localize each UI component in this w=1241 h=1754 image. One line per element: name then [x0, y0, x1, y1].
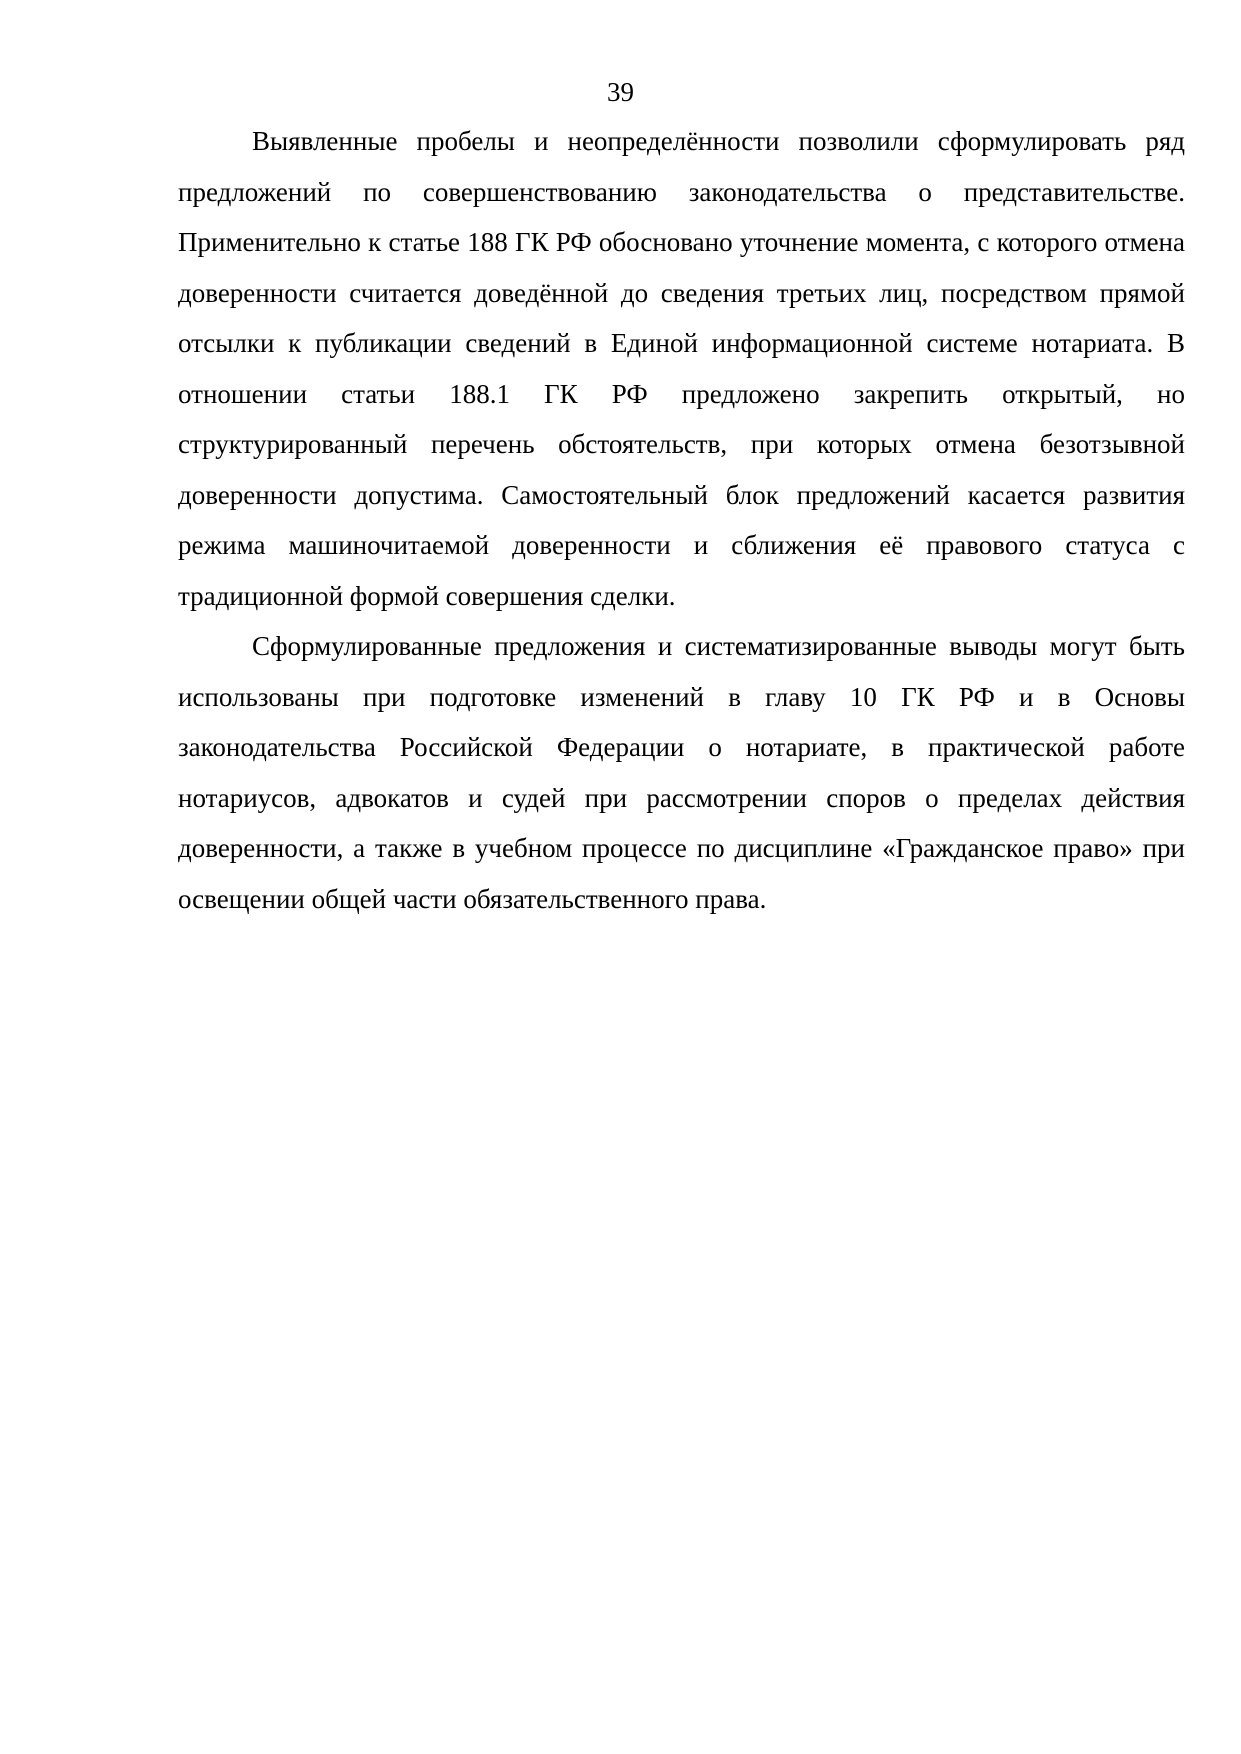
paragraph-proposals: Выявленные пробелы и неопределённости позволили сформулировать ряд предложений по совершенствованию законодательства о представительстве. Применительно к статье 188 ГК РФ обосновано уточнение момента, с которого отмена доверенности считается доведённой до сведения третьих лиц, посредством прямой отсылки к публикации сведений в Единой информационной системе нотариата. В отношении статьи 188.1 ГК РФ предложено закрепить открытый, но структурированный перечень обстоятельств, при которых отмена безотзывной доверенности допустима. Самостоятельный блок предложений касается развития режима машиночитаемой доверенности и сближения её правового статуса с традиционной формой совершения сделки. [178, 126, 1185, 611]
paragraph-application: Сформулированные предложения и систематизированные выводы могут быть использованы при подготовке изменений в главу 10 ГК РФ и в Основы законодательства Российской Федерации о нотариате, в практической работе нотариусов, адвокатов и судей при рассмотрении споров о пределах действия доверенности, а также в учебном процессе по дисциплине «Гражданское право» при освещении общей части обязательственного права. [178, 631, 1185, 914]
page-number: 39 [607, 77, 634, 107]
document-body [178, 116, 1185, 924]
